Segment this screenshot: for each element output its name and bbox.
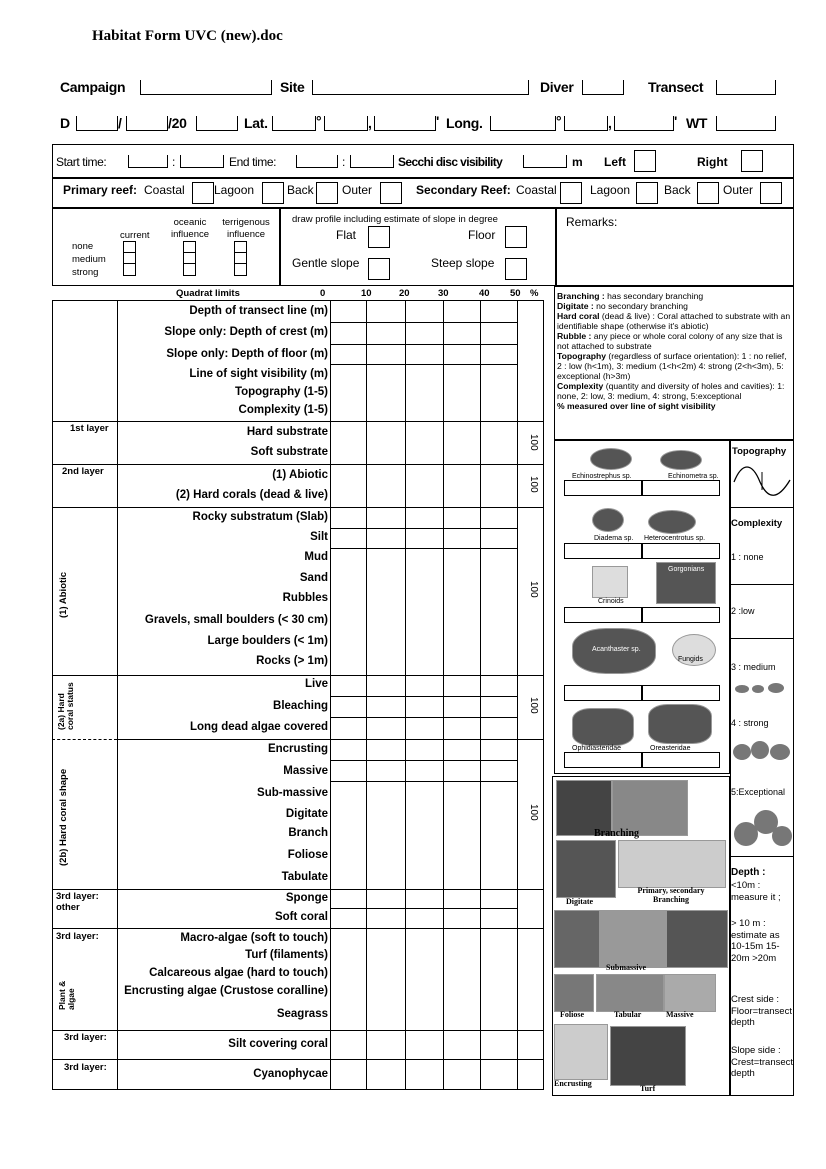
secondary-coastal-label: Coastal [516,183,557,197]
layer3-other-title: 3rd layer: other [56,891,99,913]
depth-text: <10m : measure it ; [731,880,781,903]
def-text: (regardless of surface orientation): 1 : no relief, 2 : low (h<1m), 3: medium (1<h<2m) 4: strong (2<h<3m), 5: exceptional (h>3m) [557,351,787,381]
species-label: Echinostrephus sp. [572,473,632,480]
diver-label: Diver [540,79,574,95]
coral-pic-label: Digitate [566,897,594,906]
primary-back-checkbox[interactable] [316,182,338,204]
complexity-level: 2 :low [731,606,755,616]
layer3-silt-title: 3rd layer: [64,1032,107,1043]
row-visibility: Line of sight visibility (m) [189,368,328,380]
row-tabulate: Tabulate [281,871,328,883]
row-calcareous: Calcareous algae (hard to touch) [149,967,328,979]
definitions-text [557,291,791,411]
row-macro-algae: Macro-algae (soft to touch) [180,932,328,944]
species-count-field[interactable] [642,480,720,496]
row-silt-covering: Silt covering coral [228,1038,328,1050]
row-silt: Silt [310,531,328,543]
echinometra-image [660,450,702,470]
oreasterid-image [648,704,712,744]
secondary-outer-checkbox[interactable] [760,182,782,204]
row-soft-coral: Soft coral [274,911,328,923]
steep-slope-checkbox[interactable] [505,258,527,280]
complexity-title: Complexity [731,518,783,529]
coral-status-pct: 100 [528,697,539,714]
abiotic-pct: 100 [528,581,539,598]
row-depth-floor: Slope only: Depth of floor (m) [166,348,328,360]
secondary-lagoon-label: Lagoon [590,183,631,197]
def-term: Digitate : [557,301,594,311]
lat-dec-field[interactable] [374,116,436,131]
row-massive: Massive [283,765,328,777]
unit-m: m [572,155,583,169]
row-large-boulders: Large boulders (< 1m) [207,635,328,647]
site-label: Site [280,79,305,95]
species-label: Oreasteridae [650,745,691,752]
coral-shape-side-label: (2b) Hard coral shape [58,768,69,866]
row-soft-substrate: Soft substrate [250,446,328,458]
flat-label: Flat [336,228,357,242]
lat-label: Lat. [244,115,268,131]
complexity-exceptional-icon [732,806,792,850]
lat-deg-field[interactable] [272,116,316,131]
species-label: Gorgonians [668,566,705,573]
def-term: Topography [557,351,607,361]
def-text: (quantity and diversity of holes and cavities): 1: none, 2: low, 3: medium, 4: strong, 5:exceptional [557,381,785,401]
primary-back-label: Back [287,183,314,197]
coral-pic-label: Massive [666,1010,694,1019]
topography-wave-icon [732,460,792,500]
terr-strong-checkbox[interactable] [234,263,247,276]
coral-shape-pct: 100 [528,804,539,821]
wt-label: WT [686,115,708,131]
long-dec-field[interactable] [614,116,674,131]
row-digitate: Digitate [285,808,328,820]
depth-title: Depth : [731,867,766,878]
deg-symbol: ° [316,113,322,129]
wt-field[interactable] [716,116,776,131]
coral-pic-label: Branching [594,828,640,839]
oceanic-strong-checkbox[interactable] [183,263,196,276]
digitate-photo [556,840,616,898]
algae-side-label: Plant & algae [57,980,76,1010]
species-label: Heterocentrotus sp. [644,535,706,542]
coral-pic-label: Foliose [560,1010,584,1019]
start-time-label: Start time: [56,155,107,169]
coral-pic-label: Primary, secondary Branching [637,886,705,904]
row-bleaching: Bleaching [273,700,328,712]
row-long-dead: Long dead algae covered [189,721,328,733]
end-min-field[interactable] [350,155,394,168]
minute-symbol: ' [436,113,440,129]
primary-coastal-checkbox[interactable] [192,182,214,204]
long-deg-field[interactable] [490,116,556,131]
day-field[interactable] [76,116,118,131]
def-term: Hard coral [557,311,600,321]
end-hour-field[interactable] [296,155,338,168]
ophidiasterid-image [572,708,634,746]
crinoid-image [592,566,628,598]
date-separator: / [118,115,122,131]
level-medium: medium [72,254,106,265]
year-field[interactable] [196,116,238,131]
deg-symbol: ° [556,113,562,129]
tick-20: 20 [399,288,410,299]
document-title: Habitat Form UVC (new).doc [92,28,283,44]
level-none: none [72,241,94,252]
flat-checkbox[interactable] [368,226,390,248]
row-hard-substrate: Hard substrate [246,426,328,438]
submassive-photo [554,910,600,968]
tick-percent: % [530,288,539,299]
terrigenous-label: terrigenous influence [222,217,270,240]
row-rocky: Rocky substratum (Slab) [192,511,328,523]
row-gravels: Gravels, small boulders (< 30 cm) [144,614,328,626]
secchi-label: Secchi disc visibility [398,155,503,169]
encrusting-photo [554,1024,608,1080]
def-term: % measured over line of sight visibility [557,401,716,411]
row-rocks: Rocks (> 1m) [256,655,328,667]
tick-40: 40 [479,288,490,299]
year-prefix: /20 [168,115,187,131]
row-abiotic: (1) Abiotic [272,469,328,481]
month-field[interactable] [126,116,168,131]
secondary-outer-label: Outer [723,183,754,197]
species-count-field[interactable] [564,543,642,559]
tick-10: 10 [361,288,372,299]
remarks-label: Remarks: [566,215,618,229]
species-count-field[interactable] [564,752,642,768]
topography-title: Topography [732,446,787,457]
secondary-back-checkbox[interactable] [697,182,719,204]
submassive-photo-2 [600,910,666,968]
species-label: Crinoids [598,598,624,605]
comma: , [608,115,612,131]
row-foliose: Foliose [287,849,328,861]
submassive-photo-3 [666,910,728,968]
row-topography: Topography (1-5) [234,386,328,398]
row-hard-corals: (2) Hard corals (dead & live) [175,489,328,501]
floor-checkbox[interactable] [505,226,527,248]
secondary-back-label: Back [664,183,691,197]
row-turf: Turf (filaments) [245,949,328,961]
campaign-field[interactable] [140,80,272,95]
start-hour-field[interactable] [128,155,168,168]
long-label: Long. [446,115,483,131]
long-min-field[interactable] [564,116,608,131]
coral-pic-label: Turf [640,1084,656,1093]
def-text: any piece or whole coral colony of any size that is not attached to substrate [557,331,783,351]
layer2-pct: 100 [528,476,539,493]
depth-text: Slope side : Crest=transect depth [731,1045,794,1079]
secondary-lagoon-checkbox[interactable] [636,182,658,204]
colon: : [342,155,346,169]
row-submassive: Sub-massive [257,787,328,799]
row-sand: Sand [299,572,328,584]
primary-lagoon-label: Lagoon [214,183,255,197]
coral-status-side-label: (2a) Hard coral status [56,682,75,730]
quadrat-label: Quadrat limits [176,288,240,299]
species-label: Acanthaster sp. [592,646,641,653]
depth-text: Crest side : Floor=transect depth [731,994,792,1028]
oceanic-label: oceanic influence [170,217,210,240]
species-label: Diadema sp. [594,535,634,542]
turf-photo [610,1026,686,1086]
primary-lagoon-checkbox[interactable] [262,182,284,204]
row-rubbles: Rubbles [282,592,328,604]
start-min-field[interactable] [180,155,224,168]
def-term: Rubble : [557,331,592,341]
species-count-field[interactable] [642,607,720,623]
species-count-field[interactable] [564,607,642,623]
species-count-field[interactable] [642,543,720,559]
row-encrusting: Encrusting [267,743,328,755]
comma: , [368,115,372,131]
species-label: Ophidiasteridae [572,745,622,752]
secondary-coastal-checkbox[interactable] [560,182,582,204]
gentle-slope-label: Gentle slope [292,256,360,270]
species-count-field[interactable] [642,685,720,701]
massive-photo [664,974,716,1012]
secchi-field[interactable] [523,155,567,168]
tabular-photo [596,974,664,1012]
species-count-field[interactable] [564,685,642,701]
layer1-title: 1st layer [70,423,109,434]
transect-field[interactable] [716,80,776,95]
species-count-field[interactable] [564,480,642,496]
complexity-level: 4 : strong [731,718,769,728]
right-checkbox[interactable] [741,150,763,172]
coral-pic-label: Tabular [614,1010,642,1019]
coral-pic-label: Encrusting [554,1079,592,1088]
layer3-cyano-title: 3rd layer: [64,1062,107,1073]
complexity-level: 5:Exceptional [731,787,786,797]
steep-slope-label: Steep slope [431,256,495,270]
row-depth-transect: Depth of transect line (m) [189,305,328,317]
def-text: no secondary branching [596,301,688,311]
row-cyanophycae: Cyanophycae [253,1068,328,1080]
current-strong-checkbox[interactable] [123,263,136,276]
coral-pic-label: Submassive [606,963,647,972]
diver-field[interactable] [582,80,624,95]
complexity-level: 3 : medium [731,662,776,672]
row-encrusting-algae: Encrusting algae (Crustose coralline) [124,985,328,997]
layer1-pct: 100 [528,434,539,451]
tick-30: 30 [438,288,449,299]
complexity-medium-icon [732,680,792,694]
layer3-algae-title: 3rd layer: [56,931,99,942]
species-label: Echinometra sp. [668,473,719,480]
heterocentrotus-image [648,510,696,534]
row-seagrass: Seagrass [276,1008,328,1020]
right-label: Right [697,155,728,169]
campaign-label: Campaign [60,79,126,95]
abiotic-side-label: (1) Abiotic [58,571,69,618]
complexity-strong-icon [732,738,792,762]
floor-label: Floor [468,228,496,242]
echinostrephus-image [590,448,632,470]
complexity-level: 1 : none [731,552,764,562]
row-complexity: Complexity (1-5) [238,404,328,416]
end-time-label: End time: [229,155,277,169]
row-live: Live [304,678,328,690]
species-count-field[interactable] [642,752,720,768]
gentle-slope-checkbox[interactable] [368,258,390,280]
row-branch: Branch [288,827,328,839]
site-field[interactable] [312,80,529,95]
primary-reef-label: Primary reef: [63,183,138,197]
tick-50: 50 [510,288,521,299]
def-text: (dead & live) : Coral attached to substrate with an identifiable shape (otherwise it's abiotic) [557,311,791,331]
left-checkbox[interactable] [634,150,656,172]
row-mud: Mud [304,551,328,563]
depth-text: > 10 m : estimate as 10-15m 15-20m >20m [731,918,780,964]
left-label: Left [604,155,626,169]
def-term: Complexity [557,381,604,391]
layer2-title: 2nd layer [62,466,104,477]
def-text: has secondary branching [607,291,704,301]
secondary-branching-photo [618,840,726,888]
foliose-photo [554,974,594,1012]
primary-coastal-label: Coastal [144,183,185,197]
lat-min-field[interactable] [324,116,368,131]
primary-outer-checkbox[interactable] [380,182,402,204]
current-label: current [120,230,150,241]
transect-label: Transect [648,79,704,95]
diadema-image [592,508,624,532]
primary-outer-label: Outer [342,183,373,197]
date-label: D [60,115,70,131]
tick-0: 0 [320,288,326,299]
species-label: Fungids [678,656,703,663]
level-strong: strong [72,267,99,278]
row-sponge: Sponge [285,892,328,904]
def-term: Branching : [557,291,605,301]
row-depth-crest: Slope only: Depth of crest (m) [164,326,328,338]
secondary-reef-label: Secondary Reef: [416,183,511,197]
colon: : [172,155,176,169]
minute-symbol: ' [674,113,678,129]
profile-title: draw profile including estimate of slope in degree [292,214,498,225]
